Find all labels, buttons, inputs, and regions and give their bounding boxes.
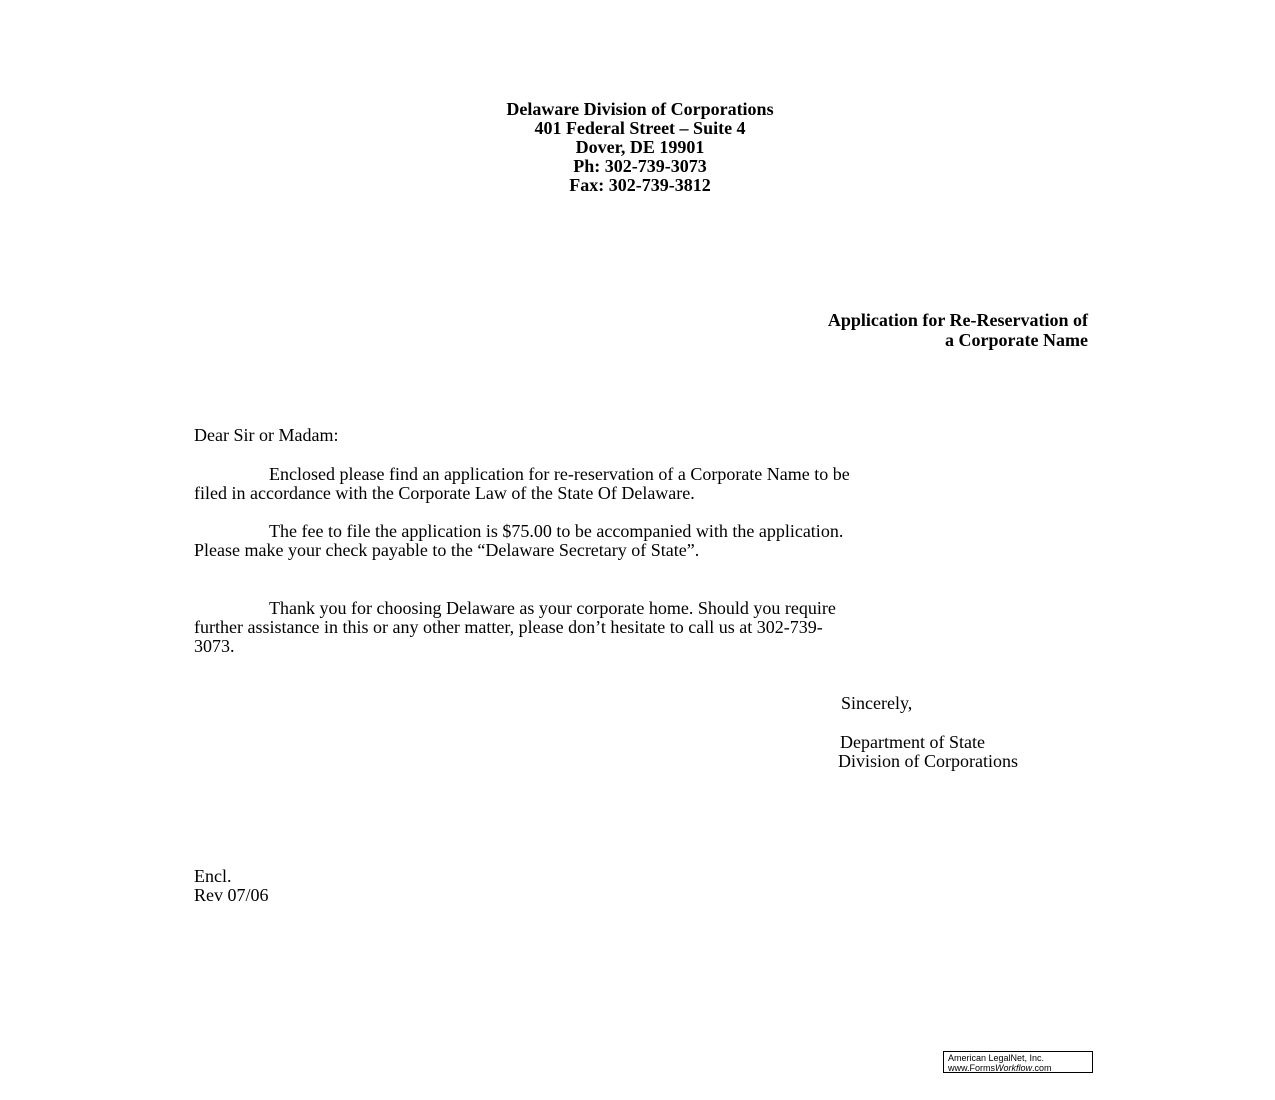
- document-title: [600, 310, 1088, 350]
- paragraph-3-line-1: Thank you for choosing Delaware as your corporate home. Should you require: [269, 598, 836, 618]
- closing-sincerely: Sincerely,: [841, 693, 913, 713]
- paragraph-thanks: [194, 599, 1084, 656]
- paragraph-enclosure: [194, 465, 1084, 503]
- paragraph-2-line-2: Please make your check payable to the “Delaware Secretary of State”.: [194, 540, 700, 560]
- title-line-2: a Corporate Name: [945, 330, 1088, 350]
- paragraph-1-line-1: Enclosed please find an application for re-reservation of a Corporate Name to be: [269, 464, 850, 484]
- stamp-url-italic: Workflow: [995, 1063, 1033, 1073]
- phone-number: Ph: 302-739-3073: [573, 156, 707, 176]
- paragraph-1-line-2: filed in accordance with the Corporate Law of the State Of Delaware.: [194, 483, 695, 503]
- stamp-company: American LegalNet, Inc.: [948, 1053, 1045, 1063]
- stamp-website: [948, 1063, 1092, 1073]
- publisher-stamp: [943, 1051, 1093, 1073]
- signature-department: Department of State: [840, 732, 985, 752]
- revision-note: Rev 07/06: [194, 885, 269, 905]
- city-state-zip: Dover, DE 19901: [575, 137, 705, 157]
- enclosure-note: Encl.: [194, 866, 232, 886]
- fax-number: Fax: 302-739-3812: [569, 175, 711, 195]
- paragraph-2-line-1: The fee to file the application is $75.00 to be accompanied with the application.: [269, 521, 844, 541]
- stamp-url-prefix: www.Forms: [948, 1063, 995, 1073]
- paragraph-3-line-2: further assistance in this or any other matter, please don’t hesitate to call us at 302-739-: [194, 617, 823, 637]
- street-address: 401 Federal Street – Suite 4: [534, 118, 746, 138]
- letterhead: [340, 100, 940, 195]
- salutation: Dear Sir or Madam:: [194, 425, 339, 445]
- paragraph-fee: [194, 522, 1084, 560]
- signature-division: Division of Corporations: [838, 751, 1018, 771]
- title-line-1: Application for Re-Reservation of: [827, 310, 1088, 330]
- org-name: Delaware Division of Corporations: [506, 99, 774, 119]
- stamp-url-suffix: .com: [1032, 1063, 1052, 1073]
- paragraph-3-line-3: 3073.: [194, 636, 235, 656]
- footer-notes: [194, 867, 269, 905]
